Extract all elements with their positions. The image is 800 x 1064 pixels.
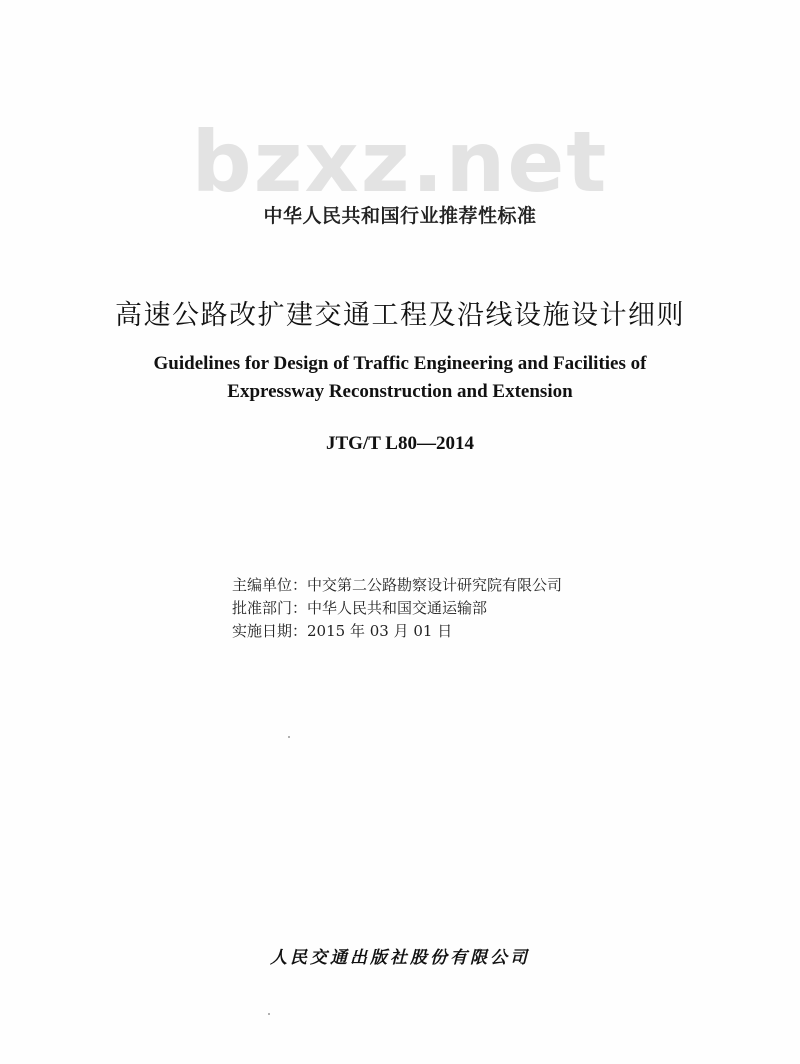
publisher-name: 人民交通出版社股份有限公司	[270, 948, 530, 968]
publication-info	[232, 574, 562, 643]
standard-series-heading: 中华人民共和国行业推荐性标准	[263, 205, 537, 227]
approving-department: 批准部门：中华人民共和国交通运输部	[232, 599, 488, 617]
chinese-title: 高速公路改扩建交通工程及沿线设施设计细则	[115, 300, 685, 331]
scan-speck	[268, 1013, 270, 1015]
standard-code: JTG/T L80—2014	[326, 433, 474, 454]
english-title-line-2: Expressway Reconstruction and Extension	[227, 381, 573, 402]
effective-date: 实施日期：2015 年 03 月 01 日	[232, 622, 453, 640]
editor-unit: 主编单位：中交第二公路勘察设计研究院有限公司	[232, 576, 563, 594]
watermark: bzxz.net	[191, 113, 609, 211]
scan-speck	[288, 736, 290, 738]
english-title-line-1: Guidelines for Design of Traffic Engineering and Facilities of	[153, 353, 647, 374]
